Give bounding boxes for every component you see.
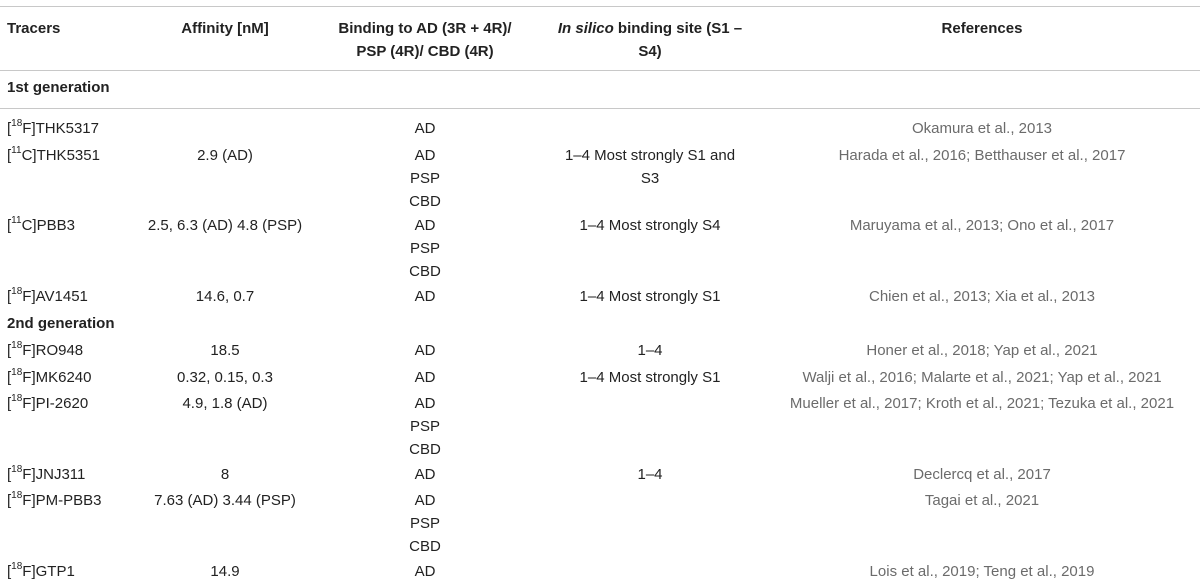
binding-site-cell [540, 285, 760, 308]
references-cell: Tagai et al., 2021 [924, 492, 1040, 509]
tracer-label: C]THK5351 [21, 147, 100, 164]
binding-value: AD [414, 120, 436, 137]
binding-site-cell [540, 366, 760, 389]
references-cell: Walji et al., 2016; Malarte et al., 2021; Yap et al., 2021 [802, 369, 1162, 386]
binding-cell [325, 144, 525, 213]
header-site-italic: In silico [557, 20, 614, 37]
header-binding [325, 17, 525, 63]
affinity-value: 14.6, 0.7 [195, 288, 255, 305]
header-binding-site [540, 17, 760, 63]
binding-cell [325, 339, 525, 362]
tracer-name: [$^{18}$F]PI-2620 [7, 393, 89, 412]
binding-value: PSP [409, 515, 440, 532]
binding-cell [325, 214, 525, 283]
isotope-mass: 18 [11, 490, 23, 501]
references-cell: Chien et al., 2013; Xia et al., 2013 [869, 288, 1095, 305]
binding-site-cell [540, 144, 760, 190]
isotope-mass: 18 [11, 367, 23, 378]
references-cell: Declercq et al., 2017 [913, 466, 1051, 483]
tracer-name: [$^{11}$C]THK5351 [7, 145, 100, 164]
binding-cell [325, 117, 525, 140]
tracer-label: F]AV1451 [22, 288, 88, 305]
affinity-value: 7.63 (AD) 3.44 (PSP) [154, 492, 296, 509]
tracer-label: F]THK5317 [22, 120, 99, 137]
references-cell: Okamura et al., 2013 [911, 120, 1053, 137]
binding-cell [325, 392, 525, 461]
isotope-mass: 18 [11, 286, 23, 297]
binding-cell [325, 489, 525, 558]
tracer-label: F]PI-2620 [22, 395, 89, 412]
binding-value: AD [414, 147, 436, 164]
section-first-generation: 1st generation [7, 79, 110, 96]
affinity-value: 4.9, 1.8 (AD) [182, 395, 268, 412]
binding-value: AD [414, 217, 436, 234]
binding-value: AD [414, 563, 436, 580]
isotope-mass: 18 [11, 393, 23, 404]
binding-value: AD [414, 288, 436, 305]
binding-value: PSP [409, 170, 440, 187]
isotope-mass: 18 [11, 464, 23, 475]
binding-value: CBD [409, 441, 441, 458]
affinity-value: 0.32, 0.15, 0.3 [177, 369, 273, 386]
binding-site-cell [540, 463, 760, 486]
binding-site-value: S3 [640, 170, 660, 187]
binding-site-value: 1–4 Most strongly S4 [579, 217, 721, 234]
header-tracers: Tracers [7, 20, 61, 37]
binding-value: AD [414, 395, 436, 412]
tracer-label: F]MK6240 [22, 369, 92, 386]
header-affinity: Affinity [nM] [181, 20, 269, 37]
top-rule [0, 6, 1200, 7]
isotope-mass: 18 [11, 340, 23, 351]
binding-site-value: 1–4 Most strongly S1 and [564, 147, 736, 164]
section-second-generation: 2nd generation [7, 315, 115, 332]
tracer-name: [$^{18}$F]JNJ311 [7, 464, 86, 483]
binding-value: PSP [409, 240, 440, 257]
header-rule [0, 70, 1200, 71]
binding-site-value: 1–4 Most strongly S1 [579, 288, 721, 305]
section-rule [0, 108, 1200, 109]
header-site-line2: S4) [638, 43, 662, 60]
binding-site-value: 1–4 [637, 342, 663, 359]
tracer-label: F]GTP1 [22, 563, 75, 580]
tracer-name: [$^{18}$F]PM-PBB3 [7, 490, 102, 509]
binding-value: AD [414, 342, 436, 359]
tracer-name: [$^{18}$F]THK5317 [7, 118, 99, 137]
binding-value: AD [414, 466, 436, 483]
tracer-name: [$^{18}$F]GTP1 [7, 561, 75, 580]
binding-cell [325, 285, 525, 308]
binding-value: CBD [409, 538, 441, 555]
binding-site-value: 1–4 [637, 466, 663, 483]
references-cell: Honer et al., 2018; Yap et al., 2021 [866, 342, 1098, 359]
tracer-name: [$^{18}$F]MK6240 [7, 367, 92, 386]
tracer-label: F]RO948 [22, 342, 84, 359]
binding-site-cell [540, 339, 760, 362]
binding-value: AD [414, 492, 436, 509]
isotope-mass: 18 [11, 561, 23, 572]
references-cell: Mueller et al., 2017; Kroth et al., 2021; Tezuka et al., 2021 [789, 395, 1175, 412]
header-site-rest: binding site (S1 – [613, 20, 743, 37]
tracer-label: C]PBB3 [21, 217, 75, 234]
references-cell: Lois et al., 2019; Teng et al., 2019 [869, 563, 1095, 580]
tracer-label: F]PM-PBB3 [22, 492, 102, 509]
isotope-mass: 11 [11, 215, 22, 226]
binding-site-value: 1–4 Most strongly S1 [579, 369, 721, 386]
tracer-name: [$^{18}$F]AV1451 [7, 286, 88, 305]
binding-cell [325, 560, 525, 583]
affinity-value: 8 [220, 466, 230, 483]
affinity-value: 2.9 (AD) [197, 147, 253, 164]
references-cell: Harada et al., 2016; Betthauser et al., 2017 [838, 147, 1126, 164]
binding-value: CBD [409, 263, 441, 280]
references-cell: Maruyama et al., 2013; Ono et al., 2017 [849, 217, 1115, 234]
binding-value: AD [414, 369, 436, 386]
affinity-value: 14.9 [210, 563, 240, 580]
binding-cell [325, 366, 525, 389]
tracer-name: [$^{18}$F]RO948 [7, 340, 84, 359]
header-references: References [941, 20, 1023, 37]
isotope-mass: 18 [11, 118, 23, 129]
isotope-mass: 11 [11, 145, 22, 156]
header-binding-line2: PSP (4R)/ CBD (4R) [356, 43, 494, 60]
affinity-value: 18.5 [210, 342, 240, 359]
binding-site-cell [540, 214, 760, 237]
affinity-value: 2.5, 6.3 (AD) 4.8 (PSP) [147, 217, 303, 234]
tracer-name: [$^{11}$C]PBB3 [7, 215, 75, 234]
header-binding-line1: Binding to AD (3R + 4R)/ [338, 20, 512, 37]
binding-value: PSP [409, 418, 440, 435]
tracer-label: F]JNJ311 [22, 466, 86, 483]
binding-value: CBD [409, 193, 441, 210]
binding-cell [325, 463, 525, 486]
